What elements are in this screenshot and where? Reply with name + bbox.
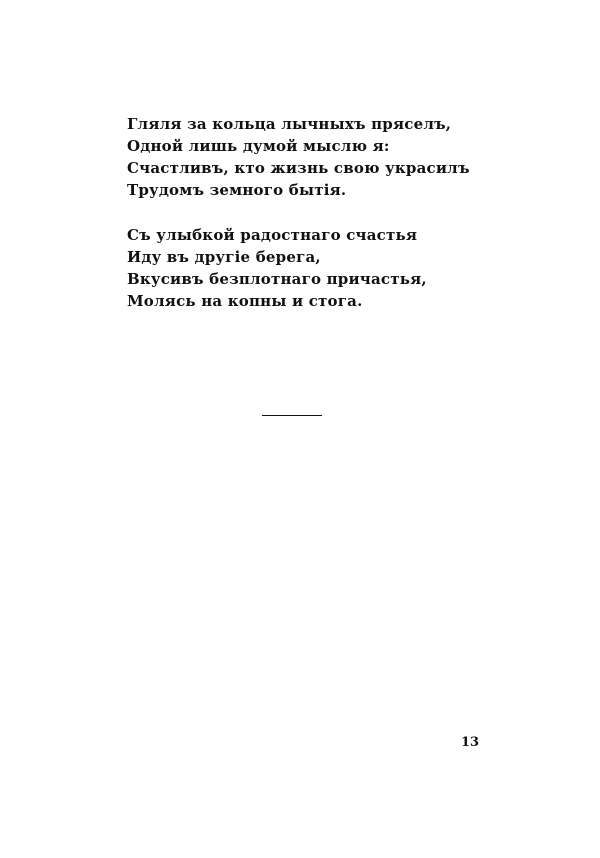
poem-stanza-1 bbox=[127, 113, 470, 201]
poem-line: Иду въ другiе берега, bbox=[127, 248, 321, 266]
poem-line: Молясь на копны и стога. bbox=[127, 292, 363, 310]
page-number: 13 bbox=[461, 735, 480, 750]
poem-line: Одной лишь думой мыслю я: bbox=[127, 137, 390, 155]
poem-line: Счастливъ, кто жизнь свою украсилъ bbox=[127, 159, 470, 177]
poem-line: Гляля за кольца лычныхъ пряселъ, bbox=[127, 115, 452, 133]
section-divider bbox=[262, 415, 322, 416]
poem-line: Съ улыбкой радостнаго счастья bbox=[127, 226, 418, 244]
poem-line: Трудомъ земного бытiя. bbox=[127, 181, 347, 199]
poem-line: Вкусивъ безплотнаго причастья, bbox=[127, 270, 427, 288]
poem-stanza-2 bbox=[127, 224, 427, 312]
